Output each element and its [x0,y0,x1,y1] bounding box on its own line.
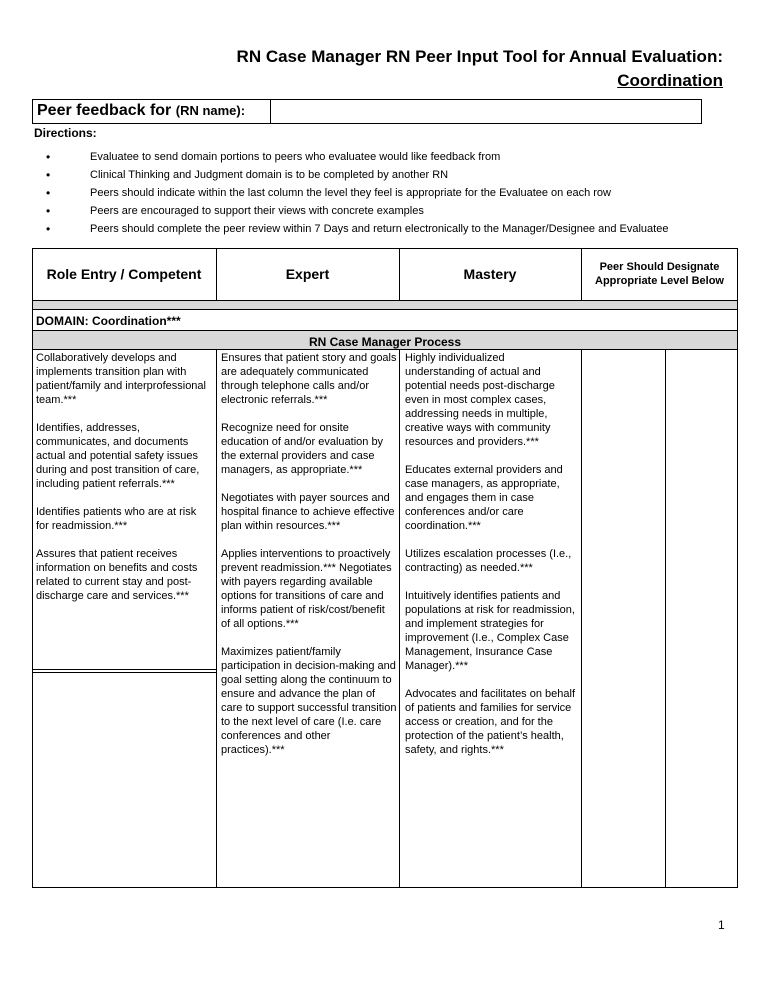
divider [216,248,217,300]
criterion: Ensures that patient story and goals are adequately communicated through telephone calls and/or electronic referrals.*** [221,352,397,406]
criterion: Maximizes patient/family participation in decision-making and goal setting along the continuum to ensure and advance the plan of care to support successful transition to the next level of care (I.e. care conferences and other practices).*** [221,646,397,756]
divider [665,349,666,888]
divider [32,669,216,670]
role-entry-cell [36,351,212,617]
criterion: Negotiates with payer sources and hospital finance to achieve effective plan within resources.*** [221,492,395,532]
direction-item: • Peers are encouraged to support their views with concrete examples [46,202,668,220]
peer-feedback-label-main: Peer feedback for [37,102,172,119]
criterion: Educates external providers and case managers, as appropriate, and engages them in case conferences and/or care coordination.*** [405,464,563,532]
header-mastery: Mastery [463,266,517,282]
divider [216,349,217,888]
criterion: Highly individualized understanding of actual and potential needs post-discharge even in most complex cases, addressing needs in multiple, creative ways with community resources and providers.*** [405,352,555,448]
page-number: 1 [718,918,725,932]
direction-item: • Evaluatee to send domain portions to peers who evaluatee would like feedback from [46,148,668,166]
divider [32,672,216,673]
criterion: Utilizes escalation processes (I.e., contracting) as needed.*** [405,548,572,574]
header-role-entry: Role Entry / Competent [46,266,202,282]
divider [581,248,582,300]
divider [399,248,400,300]
criterion: Collaboratively develops and implements transition plan with patient/family and interprofessional team.*** [36,352,206,406]
spacer-band [33,300,737,310]
peer-feedback-label [33,100,271,123]
criterion: Identifies, addresses, communicates, and documents actual and potential safety issues during and post transition of care, including patient referrals.*** [36,422,200,490]
rn-name-input[interactable] [271,100,701,123]
header-peer-designate: Peer Should Designate Appropriate Level Below [595,261,724,287]
title-line-1: RN Case Manager RN Peer Input Tool for Annual Evaluation: [236,47,723,66]
direction-item: • Peers should complete the peer review within 7 Days and return electronically to the Manager/Designee and Evaluatee [46,220,668,238]
criterion: Assures that patient receives information on benefits and costs related to current stay and post-discharge care and services.*** [36,548,198,602]
peer-feedback-row [32,99,702,124]
expert-cell [221,351,397,771]
direction-item: • Clinical Thinking and Judgment domain is to be completed by another RN [46,166,668,184]
directions-list [46,148,668,238]
domain-row: DOMAIN: Coordination*** [36,314,181,328]
criterion: Recognize need for onsite education of and/or evaluation by the external providers and case managers, as appropriate.*** [221,422,384,476]
criterion: Identifies patients who are at risk for readmission.*** [36,506,197,532]
criterion: Advocates and facilitates on behalf of patients and families for service access or creation, and for the protection of the patient’s health, safety, and rights.*** [405,688,576,756]
criterion: Intuitively identifies patients and populations at risk for readmission, and implement strategies for improvement (I.e., Complex Case Management, Insurance Case Manager).*** [405,590,575,672]
direction-item: • Peers should indicate within the last column the level they feel is appropriate for the Evaluatee on each row [46,184,668,202]
mastery-cell [405,351,577,771]
process-row: RN Case Manager Process [33,331,737,349]
criterion: Applies interventions to proactively prevent readmission.*** Negotiates with payers regarding available options for transitions of care and informs patient of risk/cost/benefit of all options.*** [221,548,392,630]
header-expert: Expert [285,266,330,282]
title-line-2: Coordination [617,71,723,90]
divider [399,349,400,888]
peer-level-entry[interactable] [582,350,665,887]
document-title [237,45,723,93]
directions-label: Directions: [34,126,97,140]
peer-feedback-label-small: (RN name): [175,103,246,118]
